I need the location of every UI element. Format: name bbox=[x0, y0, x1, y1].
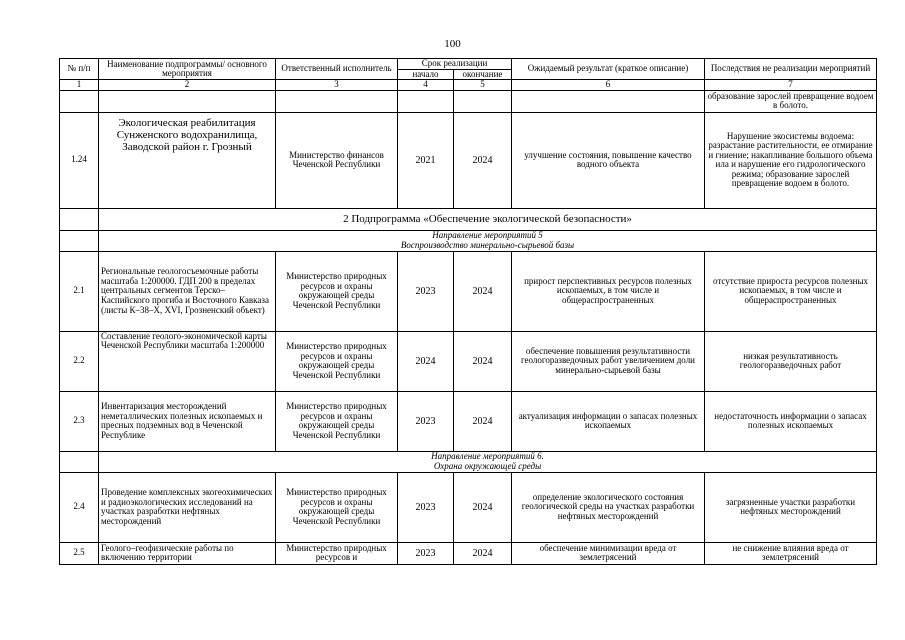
row-end: 2024 bbox=[454, 331, 512, 391]
subprogram-row bbox=[60, 208, 877, 230]
row-result: улучшение состояния, повышение качество водного объекта bbox=[512, 112, 705, 208]
row-name: Геолого–геофизические работы по включению территории bbox=[99, 542, 276, 564]
row-start: 2023 bbox=[398, 251, 454, 331]
column-number-row bbox=[60, 80, 877, 91]
col-number: 7 bbox=[705, 80, 877, 91]
direction-title bbox=[99, 230, 877, 251]
header-num: № п/п bbox=[60, 59, 99, 80]
row-consequences: отсутствие прироста ресурсов полезных ископаемых, в том числе и общераспространенных bbox=[705, 251, 877, 331]
direction-title bbox=[99, 451, 877, 472]
table-row bbox=[60, 472, 877, 542]
direction-line2: Воспроизводство минерально-сырьевой базы bbox=[400, 239, 575, 250]
row-consequences: недостаточность информации о запасах полезных ископаемых bbox=[705, 391, 877, 451]
row-result: обеспечение минимизации вреда от землетрясений bbox=[512, 542, 705, 564]
table-row bbox=[60, 251, 877, 331]
row-executor: Министерство природных ресурсов и охраны окружающей среды Чеченской Республики bbox=[276, 391, 398, 451]
row-start: 2023 bbox=[398, 472, 454, 542]
continuation-row bbox=[60, 90, 877, 112]
direction-row bbox=[60, 451, 877, 472]
row-num: 2.3 bbox=[60, 391, 99, 451]
table-row bbox=[60, 331, 877, 391]
col-number: 4 bbox=[398, 80, 454, 91]
row-executor: Министерство финансов Чеченской Республики bbox=[276, 112, 398, 208]
header-name: Наименование подпрограммы/ основного мероприятия bbox=[99, 59, 276, 80]
row-end: 2024 bbox=[454, 391, 512, 451]
row-result: определение экологического состояния геологической среды на участках разработки нефтяных месторождений bbox=[512, 472, 705, 542]
row-num: 2.4 bbox=[60, 472, 99, 542]
row-name: Проведение комплексных экогеохимических и радиоэкологических исследований на участках разработки нефтяных месторождений bbox=[99, 472, 276, 542]
row-consequences: загрязненные участки разработки нефтяных месторождений bbox=[705, 472, 877, 542]
row-result: актуализация информации о запасах полезных ископаемых bbox=[512, 391, 705, 451]
row-executor: Министерство природных ресурсов и bbox=[276, 542, 398, 564]
header-executor: Ответственный исполнитель bbox=[276, 59, 398, 80]
row-result: прирост перспективных ресурсов полезных ископаемых, в том числе и общераспространенных bbox=[512, 251, 705, 331]
row-num: 2.5 bbox=[60, 542, 99, 564]
header-row bbox=[60, 59, 877, 70]
header-term: Срок реализации bbox=[398, 59, 512, 70]
header-start: начало bbox=[398, 69, 454, 80]
row-start: 2021 bbox=[398, 112, 454, 208]
program-table bbox=[59, 58, 877, 565]
row-end: 2024 bbox=[454, 472, 512, 542]
header-end: окончание bbox=[454, 69, 512, 80]
col-number: 1 bbox=[60, 80, 99, 91]
row-num: 1.24 bbox=[60, 112, 99, 208]
direction-line2: Охрана окружающей среды bbox=[433, 460, 542, 471]
direction-row bbox=[60, 230, 877, 251]
row-consequences: не снижение влияния вреда от землетрясений bbox=[705, 542, 877, 564]
row-consequences: низкая результативность геологоразведочных работ bbox=[705, 331, 877, 391]
row-executor: Министерство природных ресурсов и охраны окружающей среды Чеченской Республики bbox=[276, 251, 398, 331]
row-consequences: Нарушение экосистемы водоема: разрастание растительности, ее отмирание и гниение; накапливание большого объема ила и нарушение его гидрологического режима; образование зарослей превращение водоем в болото. bbox=[705, 112, 877, 208]
row-end: 2024 bbox=[454, 112, 512, 208]
row-executor: Министерство природных ресурсов и охраны окружающей среды Чеченской Республики bbox=[276, 472, 398, 542]
table-row bbox=[60, 112, 877, 208]
col-number: 6 bbox=[512, 80, 705, 91]
row-num: 2.2 bbox=[60, 331, 99, 391]
direction-line1: Направление мероприятий 5 bbox=[432, 230, 543, 241]
row-name: Региональные геологосъемочные работы масштаба 1:200000. ГДП 200 в пределах центральных сегментов Терско–Каспийского прогиба и Восточного Кавказа (листы К–38–Х, XVI, Грозненский объект) bbox=[99, 251, 276, 331]
subprogram-title: 2 Подпрограмма «Обеспечение экологической безопасности» bbox=[99, 208, 877, 230]
col-number: 2 bbox=[99, 80, 276, 91]
row-num: 2.1 bbox=[60, 251, 99, 331]
row-result: обеспечение повышения результативности геологоразведочных работ увеличением доли минерально-сырьевой базы bbox=[512, 331, 705, 391]
row-name: Инвентаризация месторождений неметаллических полезных ископаемых и пресных подземных вод в Чеченской Республике bbox=[99, 391, 276, 451]
header-consequences: Последствия не реализации мероприятий bbox=[705, 59, 877, 80]
row-end: 2024 bbox=[454, 251, 512, 331]
page-number: 100 bbox=[444, 38, 461, 50]
col-number: 5 bbox=[454, 80, 512, 91]
row-start: 2023 bbox=[398, 542, 454, 564]
direction-line1: Направление мероприятий 6. bbox=[431, 451, 544, 462]
row-start: 2023 bbox=[398, 391, 454, 451]
row-end: 2024 bbox=[454, 542, 512, 564]
row-name: Составление геолого-экономической карты Чеченской Республики масштаба 1:200000 bbox=[99, 331, 276, 391]
header-result: Ожидаемый результат (краткое описание) bbox=[512, 59, 705, 80]
table-row bbox=[60, 542, 877, 564]
row-start: 2024 bbox=[398, 331, 454, 391]
table-row bbox=[60, 391, 877, 451]
col-number: 3 bbox=[276, 80, 398, 91]
row-name: Экологическая реабилитация Сунженского водохранилища, Заводской район г. Грозный bbox=[99, 112, 276, 208]
continuation-text: образование зарослей превращение водоем в болото. bbox=[705, 90, 877, 112]
row-executor: Министерство природных ресурсов и охраны окружающей среды Чеченской Республики bbox=[276, 331, 398, 391]
